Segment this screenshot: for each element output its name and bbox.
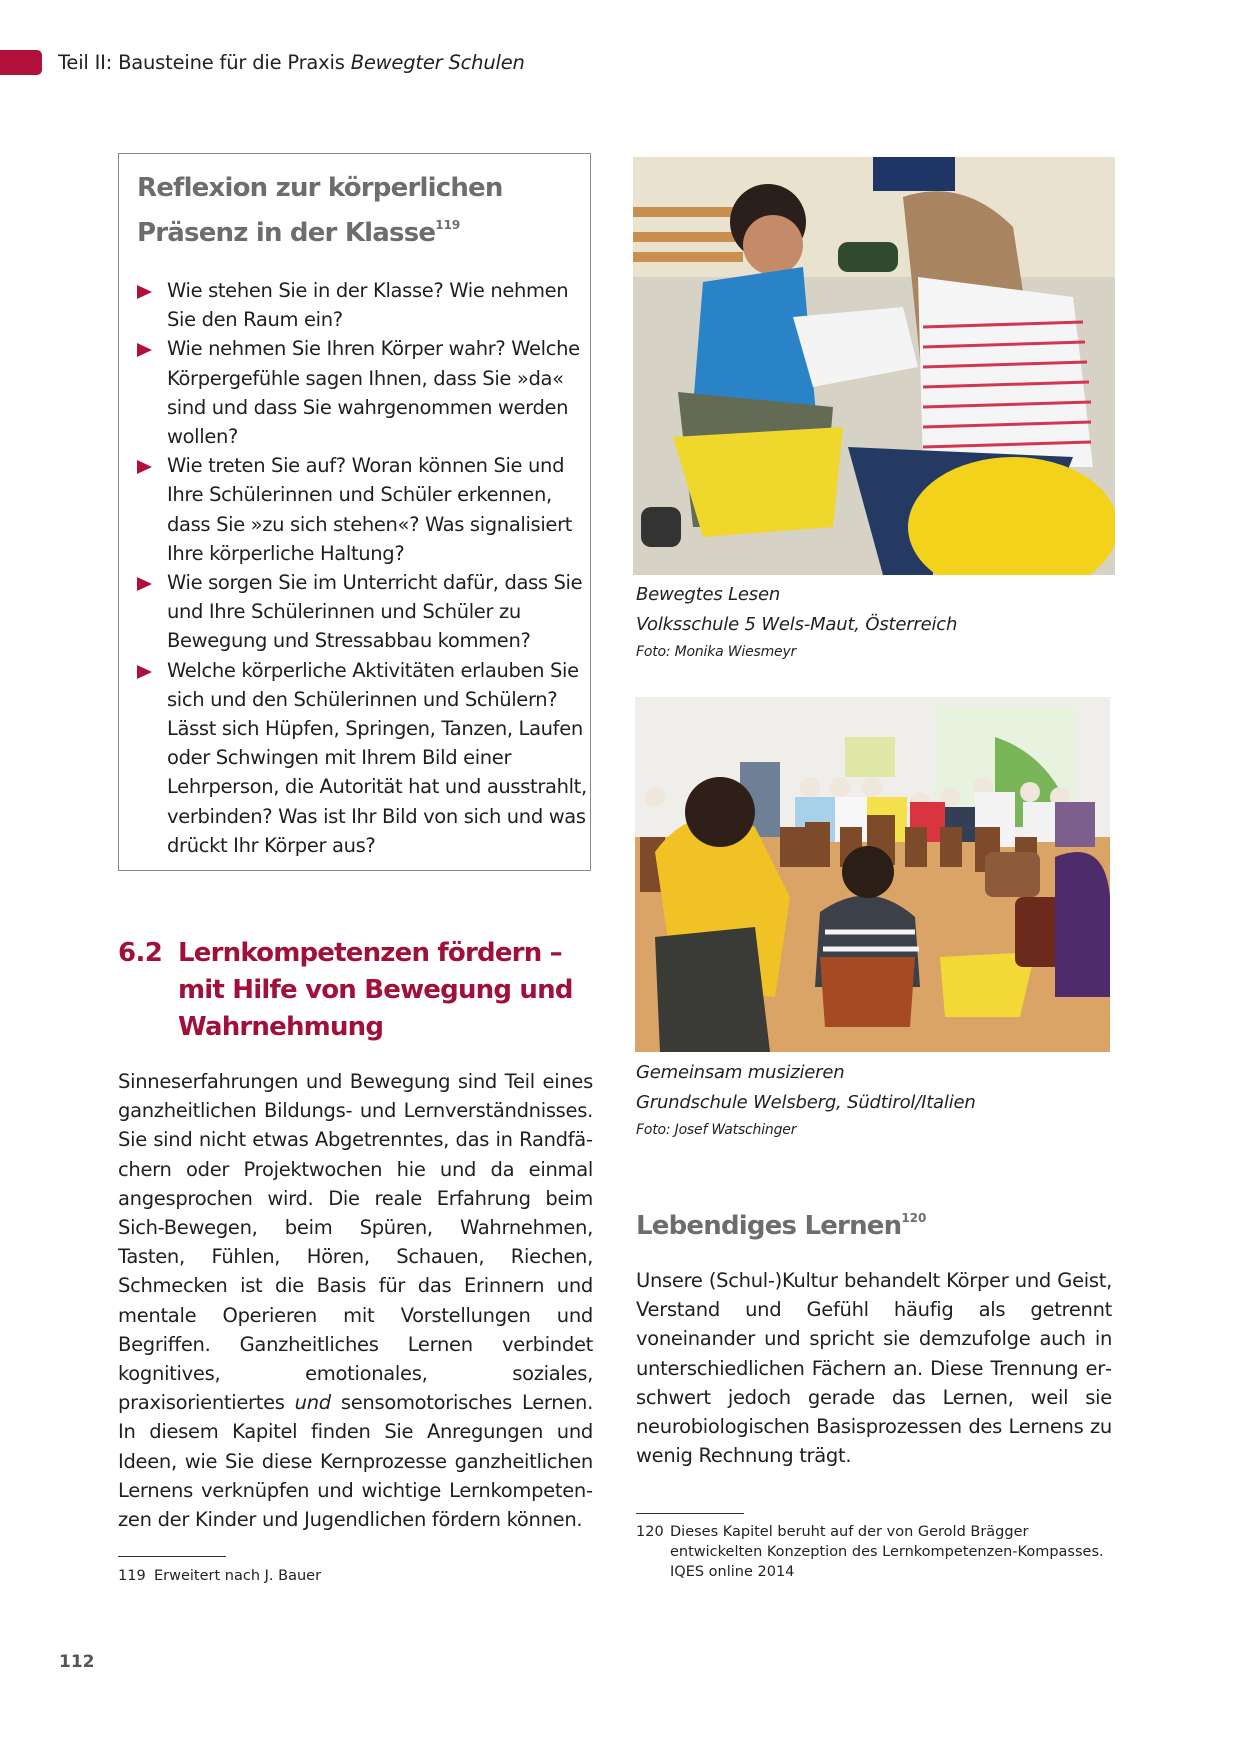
footnote-number: 120 — [636, 1524, 664, 1540]
running-header-label: Teil II: Bausteine für die Praxis — [58, 51, 345, 74]
triangle-bullet-icon — [137, 665, 152, 679]
footnote-ref-119[interactable]: 119 — [435, 218, 461, 232]
footnote-text: Dieses Kapitel beruht auf der von Gerold Brägger entwickelten Konzeption des Lernkompetenzen-Kompasses. IQES online 2014 — [670, 1524, 1104, 1580]
footnote-119 — [118, 1566, 588, 1586]
photo-credit: Foto: Josef Watschinger — [636, 1122, 797, 1138]
reflection-question — [137, 656, 587, 860]
question-text: Wie nehmen Sie Ihren Körper wahr? Welche Körpergefühle sagen Ihnen, dass Sie »da« sind und dass Sie wahrgenommen werden wollen? — [167, 337, 580, 449]
footnote-ref-120[interactable]: 120 — [901, 1211, 927, 1225]
photo-gemeinsam-musizieren — [635, 697, 1110, 1052]
triangle-bullet-icon — [137, 577, 152, 591]
photo-caption — [636, 580, 1106, 662]
running-header-italic: Bewegter Schulen — [350, 51, 525, 74]
subsection-title-text: Lebendiges Lernen — [636, 1211, 902, 1241]
caption-place: Volksschule 5 Wels-Maut, Österreich — [636, 614, 958, 635]
reflection-question — [137, 276, 587, 334]
section-title: Lernkompetenzen fördern – mit Hilfe von Bewegung und Wahrnehmung — [178, 938, 573, 1042]
caption-title: Gemeinsam musizieren — [636, 1062, 845, 1083]
caption-place: Grundschule Welsberg, Südtirol/Italien — [636, 1092, 976, 1113]
running-header — [58, 50, 525, 76]
question-text: Wie stehen Sie in der Klasse? Wie nehmen Sie den Raum ein? — [167, 279, 569, 332]
photo-children-reading-illustration — [633, 157, 1115, 575]
footnote-divider — [118, 1556, 226, 1557]
section-number: 6.2 — [118, 938, 163, 968]
triangle-bullet-icon — [137, 343, 152, 357]
body-text-part: sensomotorisches Lernen. In diesem Kapitel finden Sie Anregungen und Ideen, wie Sie diese Kernprozesse ganzheitlichen Lernens verknüpfen und wichtige Lernkompetenzen der Kinder und Jugendlichen fördern können. — [118, 1391, 593, 1532]
page-number: 112 — [59, 1652, 95, 1672]
header-accent-tab — [0, 50, 42, 75]
body-text-emphasis: und — [294, 1391, 331, 1415]
reflection-question — [137, 451, 587, 568]
question-text: Wie treten Sie auf? Woran können Sie und Ihre Schülerinnen und Schüler erkennen, dass Sie »zu sich stehen«? Was signalisiert Ihre körperliche Haltung? — [167, 454, 573, 565]
photo-bewegtes-lesen — [633, 157, 1115, 575]
section-body-paragraph — [118, 1067, 593, 1534]
question-text: Wie sorgen Sie im Unterricht dafür, dass Sie und Ihre Schülerinnen und Schüler zu Bewegung und Stressabbau kommen? — [167, 571, 583, 653]
footnote-number: 119 — [118, 1568, 146, 1584]
triangle-bullet-icon — [137, 460, 152, 474]
question-text: Welche körperliche Aktivitäten erlauben Sie sich und den Schülerinnen und Schülern? Lässt sich Hüpfen, Springen, Tanzen, Laufen oder Schwingen mit Ihrem Bild einer Lehrperson, die Autorität hat und ausstrahlt, verbinden? Was ist Ihr Bild von sich und was drückt Ihr Körper aus? — [167, 658, 587, 857]
photo-caption — [636, 1058, 1106, 1140]
caption-title: Bewegtes Lesen — [636, 584, 781, 605]
triangle-bullet-icon — [137, 285, 152, 299]
footnote-text: Erweitert nach J. Bauer — [154, 1568, 322, 1584]
body-text-part: Sinneserfahrungen und Bewegung sind Teil eines ganzheitlichen Bildungs- und Lernverständnisses. Sie sind nicht etwas Abgetrenntes, das in Randfächern oder Projektwochen hie und da einmal angesprochen wird. Die reale Erfahrung beim Sich-Bewegen, beim Spüren, Wahrnehmen, Tasten, Fühlen, Hören, Schauen, Riechen, Schmecken ist die Basis für das Erinnern und mentale Operieren mit Vorstellungen und Begriffen. Ganzheitliches Lernen verbindet kognitives, emotionales, soziales, praxisorientiertes — [118, 1070, 593, 1415]
reflection-box-title — [137, 170, 587, 252]
reflection-question — [137, 568, 587, 656]
photo-drum-circle-illustration — [635, 697, 1110, 1052]
footnote-divider — [636, 1513, 744, 1514]
reflection-question-list — [137, 276, 587, 860]
reflection-title-text: Reflexion zur körperlichen Präsenz in der Klasse — [137, 173, 503, 248]
reflection-question — [137, 334, 587, 451]
subsection-body-paragraph: Unsere (Schul-)Kultur behandelt Körper und Geist, Verstand und Gefühl häufig als getrennt voneinander und spricht sie demzufolge auch in unterschiedlichen Fächern an. Diese Trennung erschwert jedoch gerade das Lernen, weil sie neurobiologischen Basisprozessen des Lernens zu wenig Rechnung trägt. — [636, 1269, 1112, 1468]
photo-credit: Foto: Monika Wiesmeyr — [636, 644, 797, 660]
subsection-title — [636, 1200, 926, 1245]
footnote-120 — [636, 1522, 1116, 1582]
